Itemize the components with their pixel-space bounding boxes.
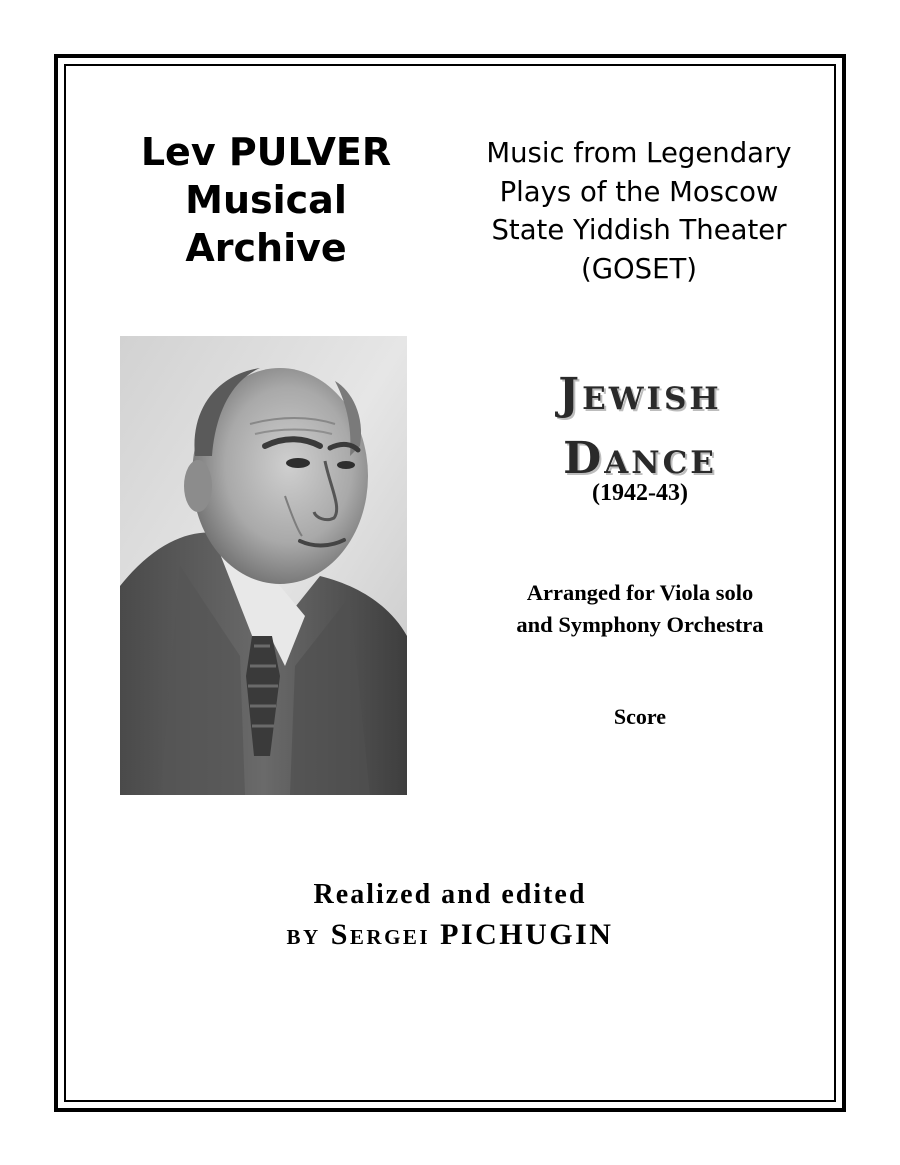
- series-title-line: (GOSET): [580, 252, 698, 285]
- portrait-photo-icon: [120, 336, 407, 795]
- score-label: Score: [613, 704, 667, 729]
- credit-editor: [150, 914, 750, 956]
- archive-title-line: Archive: [185, 226, 347, 270]
- series-title-line: State Yiddish Theater: [491, 214, 787, 246]
- credit-last-name: PICHUGIN: [440, 918, 614, 951]
- arrangement-text: [458, 577, 822, 641]
- credit-by: by: [286, 918, 321, 951]
- arrangement-line: and Symphony Orchestra: [516, 612, 764, 637]
- series-title-line: Plays of the Moscow: [499, 175, 779, 208]
- credit-first-name: Sergei: [330, 918, 431, 951]
- series-title-line: Music from Legendary: [486, 137, 792, 169]
- piece-title-line: Dance: [563, 433, 717, 484]
- archive-title-line: Lev PULVER: [140, 130, 392, 174]
- archive-title: [98, 128, 434, 272]
- piece-year: (1942-43): [592, 480, 688, 506]
- series-title: [456, 134, 822, 288]
- archive-title-line: Musical: [185, 178, 347, 222]
- arrangement-line: Arranged for Viola solo: [526, 580, 754, 605]
- piece-title: [470, 363, 810, 491]
- piece-title-line: Jewish: [558, 369, 722, 420]
- credit-realized: Realized and edited: [313, 879, 587, 910]
